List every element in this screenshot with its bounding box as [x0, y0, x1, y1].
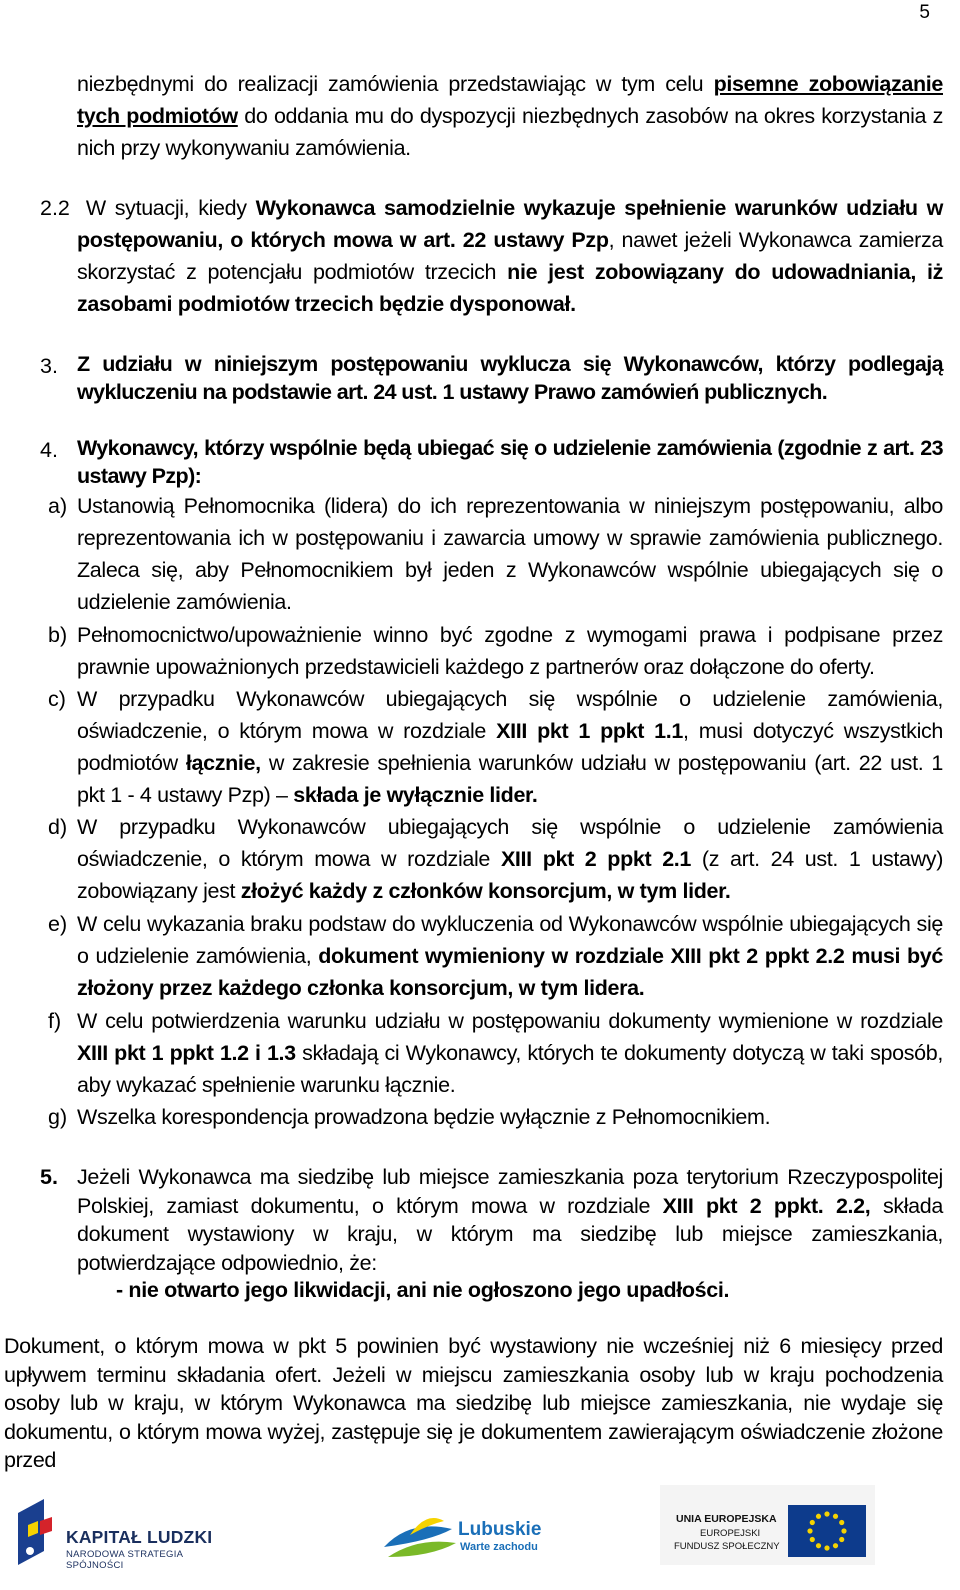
section-number-4: 4.: [40, 438, 58, 462]
item-letter-d: d): [48, 815, 68, 839]
section-5-bullet: - nie otwarto jego likwidacji, ani nie ogłoszono jego upadłości.: [116, 1278, 730, 1302]
eu-star: [841, 1528, 846, 1533]
section-3: Z udziału w niniejszym postępowaniu wyklucza się Wykonawców, którzy podlegają wykluczeniu na podstawie art. 24 ust. 1 ustawy Prawo zamówień publicznych.: [77, 352, 943, 404]
eu-star: [833, 1543, 838, 1548]
section-4: Wykonawcy, którzy wspólnie będą ubiegać się o udzielenie zamówienia (zgodnie z art. 23 ustawy Pzp):: [77, 436, 943, 488]
eu-star: [839, 1520, 844, 1525]
item-b: Pełnomocnictwo/upoważnienie winno być zgodne z wymogami prawa i podpisane przez prawnie upoważnionych przedstawicieli każdego z partnerów oraz dołączone do oferty.: [77, 623, 943, 679]
eu-line-2: EUROPEJSKI: [700, 1528, 761, 1539]
section-5: Jeżeli Wykonawca ma siedzibę lub miejsce zamieszkania poza terytorium Rzeczypospolitej Polskiej, zamiast dokumentu, o którym mowa w rozdziale XIII pkt 2 ppkt. 2.2, składa dokument wystawiony w kraju, w którym ma siedzibę lub miejsce zamieszkania, potwierdzające odpowiednio, że:: [77, 1165, 943, 1275]
section-number-3: 3.: [40, 354, 58, 378]
eu-line-1: UNIA EUROPEJSKA: [676, 1513, 777, 1525]
item-letter-g: g): [48, 1105, 68, 1129]
item-letter-f: f): [48, 1009, 62, 1033]
eu-star: [816, 1543, 821, 1548]
eu-star: [839, 1537, 844, 1542]
section-2-2: W sytuacji, kiedy Wykonawca samodzielnie wykazuje spełnienie warunków udziału w postępowaniu, o których mowa w art. 22 ustawy Pzp, nawet jeżeli Wykonawca zamierza skorzystać z potencjału podmiotów trzecich nie jest zobowiązany do udowadniania, iż zasobami podmiotów trzecich będzie dysponował.: [77, 196, 943, 316]
kapital-ludzki-subtitle: NARODOWA STRATEGIA SPÓJNOŚCI: [66, 1549, 183, 1571]
eu-star: [824, 1511, 829, 1516]
page-number: 5: [919, 2, 930, 23]
item-g: Wszelka korespondencja prowadzona będzie wyłącznie z Pełnomocnikiem.: [77, 1105, 771, 1129]
eu-star: [833, 1514, 838, 1519]
item-d: W przypadku Wykonawców ubiegających się wspólnie o udzielenie zamówienia oświadczenie, o którym mowa w rozdziale XIII pkt 2 ppkt 2.1 (z art. 24 ust. 1 ustawy) zobowiązany jest złożyć każdy z członków konsorcjum, w tym lider.: [77, 815, 944, 903]
eu-star: [810, 1537, 815, 1542]
item-f: W celu potwierdzenia warunku udziału w postępowaniu dokumenty wymienione w rozdziale XIII pkt 1 ppkt 1.2 i 1.3 składają ci Wykonawcy, których te dokumenty dotyczą w taki sposób, aby wykazać spełnienie warunku łącznie.: [77, 1009, 943, 1097]
item-letter-e: e): [48, 912, 68, 936]
section-number-2-2: 2.2: [40, 196, 70, 220]
item-letter-b: b): [48, 623, 68, 647]
lubuskie-subtitle: Warte zachodu: [460, 1541, 538, 1553]
lubuskie-title: Lubuskie: [458, 1519, 542, 1540]
item-letter-c: c): [48, 687, 66, 711]
eu-logo: [660, 1485, 875, 1565]
kapital-ludzki-title: KAPITAŁ LUDZKI: [66, 1527, 213, 1547]
section-number-5: 5.: [40, 1165, 58, 1189]
lubuskie-logo: [380, 1501, 560, 1571]
eu-line-3: FUNDUSZ SPOŁECZNY: [674, 1541, 780, 1552]
closing-paragraph: Dokument, o którym mowa w pkt 5 powinien być wystawiony nie wcześniej niż 6 miesięcy przed upływem terminu składania ofert. Jeżeli w miejscu zamieszkania osoby lub w kraju pochodzenia osoby lub w kraju, w którym Wykonawca ma siedzibę lub miejsce zamieszkania, nie wydaje się dokumentu, o którym mowa wyżej, zastępuje się je dokumentem zawierającym oświadczenie złożone przed: [4, 1334, 943, 1472]
item-c: W przypadku Wykonawców ubiegających się wspólnie o udzielenie zamówienia, oświadczenie, o którym mowa w rozdziale XIII pkt 1 ppkt 1.1, musi dotyczyć wszystkich podmiotów łącznie, w zakresie spełnienia warunków udziału w postępowaniu (art. 22 ust. 1 pkt 1 - 4 ustawy Pzp) – składa je wyłącznie lider.: [77, 687, 944, 807]
eu-star: [824, 1545, 829, 1550]
eu-flag-icon: [788, 1505, 866, 1557]
item-e: W celu wykazania braku podstaw do wykluczenia od Wykonawców wspólnie ubiegających się o udzielenie zamówienia, dokument wymieniony w rozdziale XIII pkt 2 ppkt 2.2 musi być złożony przez każdego członka konsorcjum, w tym lidera.: [77, 912, 944, 1000]
footer-logos: [0, 1481, 960, 1581]
intro-paragraph: niezbędnymi do realizacji zamówienia przedstawiając w tym celu pisemne zobowiązanie tych podmiotów do oddania mu do dyspozycji niezbędnych zasobów na okres korzystania z nich przy wykonywaniu zamówienia.: [77, 72, 944, 160]
lubuskie-emblem-icon: [380, 1507, 460, 1567]
eu-star: [810, 1520, 815, 1525]
item-a: Ustanowią Pełnomocnika (lidera) do ich reprezentowania w niniejszym postępowaniu, albo reprezentowania ich w postępowaniu i zawarcia umowy w sprawie zamówienia publicznego. Zaleca się, aby Pełnomocnikiem był jeden z Wykonawców wspólnie ubiegających się o udzielenie zamówienia.: [77, 494, 943, 614]
commitment-underlined: pisemne zobowiązanie tych podmiotów: [77, 72, 943, 128]
item-letter-a: a): [48, 494, 68, 518]
kapital-ludzki-emblem-icon: [10, 1491, 60, 1569]
kapital-ludzki-logo: [10, 1491, 225, 1573]
eu-star: [816, 1514, 821, 1519]
eu-star: [807, 1528, 812, 1533]
